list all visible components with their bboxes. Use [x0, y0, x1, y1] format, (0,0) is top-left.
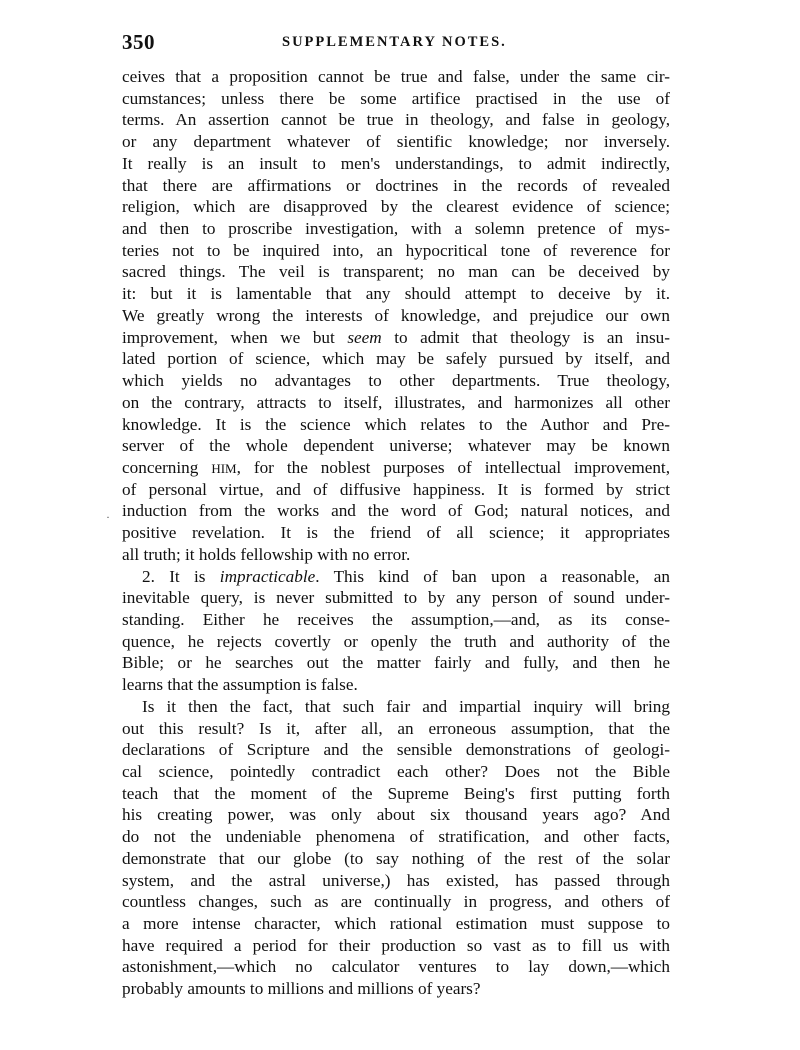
text-line: We greatly wrong the interests of knowledge, and prejudice our own	[122, 305, 670, 325]
text-line: which yields no advantages to other departments. True theology,	[122, 371, 670, 391]
text-line: probably amounts to millions and millions of years?	[122, 979, 481, 999]
text-line: on the contrary, attracts to itself, illustrates, and harmonizes all other	[122, 392, 670, 412]
body-text	[122, 66, 670, 1000]
text-line: countless changes, such as are continually in progress, and others of	[122, 892, 670, 912]
page-number: 350	[122, 30, 155, 54]
text-line: of personal virtue, and of diffusive happiness. It is formed by strict	[122, 479, 670, 499]
text-line: learns that the assumption is false.	[122, 675, 358, 695]
stray-ink-mark: ·	[106, 510, 110, 524]
text-line: ceives that a proposition cannot be true and false, under the same cir-	[122, 67, 670, 86]
text-line: have required a period for their production so vast as to fill us with	[122, 935, 670, 955]
text-line: his creating power, was only about six thousand years ago? And	[122, 805, 670, 825]
text-line: standing. Either he receives the assumption,—and, as its conse-	[122, 609, 670, 629]
text-line: Bible; or he searches out the matter fairly and fully, and then he	[122, 653, 670, 673]
text-line: positive revelation. It is the friend of all science; it appropriates	[122, 523, 670, 543]
running-head	[122, 30, 670, 60]
text-line: knowledge. It is the science which relates to the Author and Pre-	[122, 414, 670, 434]
text-line: all truth; it holds fellowship with no error.	[122, 544, 411, 564]
text-line: It really is an insult to men's understandings, to admit indirectly,	[122, 153, 670, 173]
text-line: astonishment,—which no calculator ventures to lay down,—which	[122, 957, 670, 977]
text-line: cal science, pointedly contradict each other? Does not the Bible	[122, 762, 670, 781]
text-line: terms. An assertion cannot be true in theology, and false in geology,	[122, 110, 670, 130]
text-line: teach that the moment of the Supreme Being's first putting forth	[122, 783, 670, 803]
text-line: it: but it is lamentable that any should attempt to deceive by it.	[122, 284, 670, 304]
text-line: and then to proscribe investigation, with a solemn pretence of mys-	[122, 219, 670, 239]
text-line: do not the undeniable phenomena of stratification, and other facts,	[122, 827, 670, 847]
text-line: lated portion of science, which may be safely pursued by itself, and	[122, 349, 670, 369]
text-line: Is it then the fact, that such fair and impartial inquiry will bring	[142, 696, 670, 716]
text-line: concerning HIM, for the noblest purposes of intellectual improvement,	[122, 457, 670, 477]
text-line: a more intense character, which rational estimation must suppose to	[122, 914, 670, 934]
text-line: server of the whole dependent universe; whatever may be known	[122, 436, 670, 456]
text-line: or any department whatever of sientific knowledge; nor inversely.	[122, 132, 670, 152]
text-line: demonstrate that our globe (to say nothing of the rest of the solar	[122, 848, 670, 868]
text-line: system, and the astral universe,) has existed, has passed through	[122, 870, 670, 890]
text-line: 2. It is impracticable. This kind of ban upon a reasonable, an	[142, 566, 670, 586]
text-line: improvement, when we but seem to admit that theology is an insu-	[122, 327, 670, 347]
text-line: quence, he rejects covertly or openly the truth and authority of the	[122, 631, 670, 651]
text-line: cumstances; unless there be some artifice practised in the use of	[122, 88, 670, 108]
text-line: induction from the works and the word of God; natural notices, and	[122, 501, 670, 521]
text-line: that there are affirmations or doctrines in the records of revealed	[122, 175, 670, 195]
text-line: declarations of Scripture and the sensible demonstrations of geologi-	[122, 740, 670, 760]
text-line: out this result? Is it, after all, an erroneous assumption, that the	[122, 718, 670, 738]
text-line: sacred things. The veil is transparent; no man can be deceived by	[122, 262, 670, 282]
text-line: inevitable query, is never submitted to by any person of sound under-	[122, 588, 670, 608]
running-title: SUPPLEMENTARY NOTES.	[282, 34, 507, 50]
text-line: teries not to be inquired into, an hypocritical tone of reverence for	[122, 240, 670, 260]
text-line: religion, which are disapproved by the clearest evidence of science;	[122, 197, 670, 217]
